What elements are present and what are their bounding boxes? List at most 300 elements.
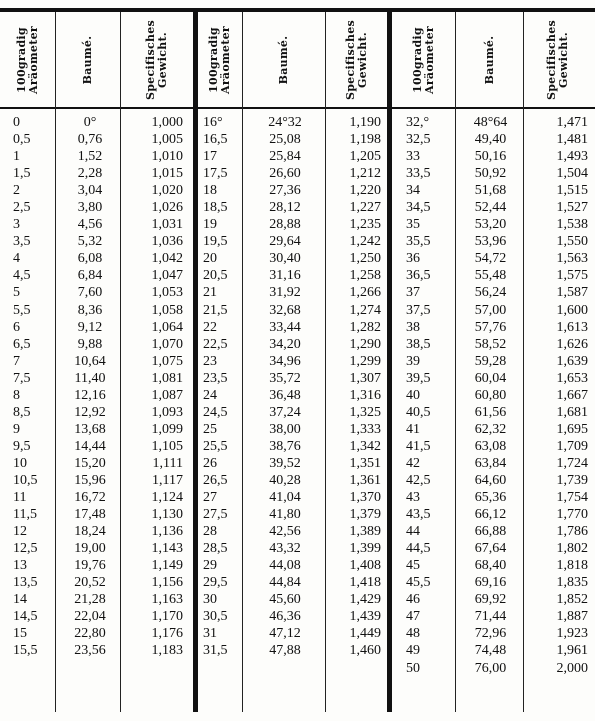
header-spec-3 bbox=[524, 14, 592, 106]
table-cell: 5 bbox=[13, 285, 20, 301]
table-cell: 1,786 bbox=[556, 524, 588, 540]
table-cell: 28 bbox=[203, 524, 217, 540]
table-cell: 57,00 bbox=[474, 302, 507, 318]
table-cell: 13,5 bbox=[13, 575, 38, 591]
table-cell: 33 bbox=[406, 149, 420, 165]
table-cell: 32,68 bbox=[269, 302, 301, 318]
table-cell: 32,° bbox=[406, 115, 430, 130]
table-cell: 1,961 bbox=[556, 643, 588, 659]
table-cell: 46,36 bbox=[269, 609, 301, 625]
table-cell: 23,5 bbox=[203, 370, 228, 386]
table-cell: 31,92 bbox=[269, 285, 301, 301]
table-cell: 7 bbox=[13, 353, 20, 369]
table-cell: 22,80 bbox=[74, 626, 106, 642]
table-cell: 1,653 bbox=[556, 370, 588, 386]
table-cell: 44,08 bbox=[269, 558, 301, 574]
column-rule bbox=[455, 12, 456, 712]
table-cell: 40 bbox=[406, 387, 420, 403]
table-cell: 37,24 bbox=[269, 404, 301, 420]
table-cell: 9,88 bbox=[77, 336, 103, 352]
table-cell: 1,105 bbox=[151, 438, 183, 454]
table-cell: 16° bbox=[203, 115, 223, 130]
table-cell: 15,20 bbox=[74, 455, 106, 471]
table-cell: 16,5 bbox=[203, 132, 228, 148]
table-cell: 28,5 bbox=[203, 541, 228, 557]
table-cell: 1,626 bbox=[556, 336, 588, 352]
table-cell: 1,613 bbox=[556, 319, 588, 335]
table-cell: 1,250 bbox=[349, 251, 381, 267]
table-cell: 48 bbox=[406, 626, 420, 642]
header-label: Baumé. bbox=[277, 35, 290, 85]
baume-column-1 bbox=[60, 114, 120, 660]
table-cell: 60,80 bbox=[474, 387, 507, 403]
table-cell: 26,60 bbox=[269, 166, 301, 182]
table-cell: 1,087 bbox=[151, 387, 183, 403]
table-cell: 3,80 bbox=[77, 200, 103, 216]
table-cell: 40,5 bbox=[406, 404, 431, 420]
table-cell: 38,76 bbox=[269, 438, 301, 454]
table-cell: 41 bbox=[406, 421, 420, 437]
table-cell: 15,96 bbox=[74, 472, 106, 488]
table-cell: 12 bbox=[13, 524, 27, 540]
table-cell: 1,418 bbox=[349, 575, 381, 591]
table-cell: 31,16 bbox=[269, 268, 301, 284]
table-cell: 19 bbox=[203, 217, 217, 233]
table-cell: 39,52 bbox=[269, 455, 301, 471]
table-cell: 1,399 bbox=[349, 541, 381, 557]
table-cell: 25,08 bbox=[269, 132, 301, 148]
table-cell: 2,5 bbox=[13, 200, 31, 216]
table-cell: 1,205 bbox=[349, 149, 381, 165]
table-cell: 45 bbox=[406, 558, 420, 574]
table-cell: 3 bbox=[13, 217, 20, 233]
header-label: Specifisches Gewicht. bbox=[144, 19, 169, 101]
table-cell: 50,16 bbox=[474, 149, 507, 165]
table-cell: 17,5 bbox=[203, 166, 228, 182]
table-cell: 1,695 bbox=[556, 421, 588, 437]
table-cell: 10,5 bbox=[13, 472, 38, 488]
table-cell: 0 bbox=[13, 115, 20, 130]
table-cell: 51,68 bbox=[474, 183, 507, 199]
table-cell: 47,88 bbox=[269, 643, 301, 659]
table-cell: 1,075 bbox=[151, 353, 183, 369]
table-cell: 66,88 bbox=[474, 524, 507, 540]
table-cell: 14 bbox=[13, 592, 27, 608]
table-cell: 1,143 bbox=[151, 541, 183, 557]
table-cell: 1,242 bbox=[349, 234, 381, 250]
table-cell: 20,52 bbox=[74, 575, 106, 591]
table-cell: 15 bbox=[13, 626, 27, 642]
table-cell: 47 bbox=[406, 609, 420, 625]
baume-column-2 bbox=[245, 114, 325, 660]
table-cell: 34,96 bbox=[269, 353, 301, 369]
table-cell: 35 bbox=[406, 217, 420, 233]
table-cell: 65,36 bbox=[474, 490, 507, 506]
table-cell: 2 bbox=[13, 183, 20, 199]
table-cell: 36 bbox=[406, 251, 420, 267]
table-cell: 1,550 bbox=[556, 234, 588, 250]
table-cell: 1,724 bbox=[556, 455, 588, 471]
table-cell: 44,84 bbox=[269, 575, 301, 591]
table-cell: 29 bbox=[203, 558, 217, 574]
table-cell: 14,5 bbox=[13, 609, 38, 625]
table-cell: 1,227 bbox=[349, 200, 381, 216]
table-cell: 42 bbox=[406, 455, 420, 471]
table-cell: 27,5 bbox=[203, 507, 228, 523]
table-cell: 19,5 bbox=[203, 234, 228, 250]
table-cell: 1,835 bbox=[556, 575, 588, 591]
table-cell: 35,5 bbox=[406, 234, 431, 250]
table-cell: 38,5 bbox=[406, 336, 431, 352]
table-cell: 1,183 bbox=[151, 643, 183, 659]
table-cell: 12,5 bbox=[13, 541, 38, 557]
table-cell: 22,04 bbox=[74, 609, 106, 625]
table-cell: 1,471 bbox=[556, 115, 588, 130]
table-cell: 25,5 bbox=[203, 438, 228, 454]
table-cell: 39,5 bbox=[406, 370, 431, 386]
table-cell: 1,351 bbox=[349, 455, 381, 471]
table-cell: 1,136 bbox=[151, 524, 183, 540]
table-cell: 37,5 bbox=[406, 302, 431, 318]
table-cell: 22,5 bbox=[203, 336, 228, 352]
table-cell: 1,290 bbox=[349, 336, 381, 352]
table-cell: 27,36 bbox=[269, 183, 301, 199]
table-cell: 1,053 bbox=[151, 285, 183, 301]
header-rule bbox=[0, 107, 595, 109]
table-cell: 0,5 bbox=[13, 132, 31, 148]
table-cell: 56,24 bbox=[474, 285, 507, 301]
table-cell: 1,047 bbox=[151, 268, 183, 284]
table-cell: 4 bbox=[13, 251, 20, 267]
table-cell: 58,52 bbox=[474, 336, 507, 352]
table-cell: 15,5 bbox=[13, 643, 38, 659]
table-cell: 43 bbox=[406, 490, 420, 506]
table-cell: 13,68 bbox=[74, 421, 106, 437]
header-label: Baumé. bbox=[482, 35, 496, 85]
table-cell: 52,44 bbox=[474, 200, 507, 216]
table-cell: 1,527 bbox=[556, 200, 588, 216]
table-cell: 1,235 bbox=[349, 217, 381, 233]
table-cell: 17,48 bbox=[74, 507, 106, 523]
table-cell: 1,538 bbox=[556, 217, 588, 233]
table-cell: 59,28 bbox=[474, 353, 507, 369]
table-cell: 19,00 bbox=[74, 541, 106, 557]
araometer-column-3 bbox=[406, 114, 455, 677]
header-baume-2 bbox=[243, 14, 325, 106]
table-cell: 1,333 bbox=[349, 421, 381, 437]
table-cell: 22 bbox=[203, 319, 217, 335]
table-cell: 24°32 bbox=[268, 115, 302, 130]
table-cell: 47,12 bbox=[269, 626, 301, 642]
table-cell: 49,40 bbox=[474, 132, 507, 148]
table-cell: 1,299 bbox=[349, 353, 381, 369]
table-cell: 1,274 bbox=[349, 302, 381, 318]
table-cell: 66,12 bbox=[474, 507, 507, 523]
table-cell: 1,316 bbox=[349, 387, 381, 403]
table-cell: 48°64 bbox=[473, 115, 508, 130]
table-cell: 25 bbox=[203, 421, 217, 437]
spec-weight-column-1 bbox=[121, 114, 183, 660]
table-cell: 74,48 bbox=[474, 643, 507, 659]
table-cell: 50 bbox=[406, 660, 420, 676]
baume-column-3 bbox=[458, 114, 523, 677]
table-cell: 1,709 bbox=[556, 438, 588, 454]
table-cell: 1,020 bbox=[151, 183, 183, 199]
table-cell: 20 bbox=[203, 251, 217, 267]
table-cell: 27 bbox=[203, 490, 217, 506]
table-cell: 1,081 bbox=[151, 370, 183, 386]
table-cell: 54,72 bbox=[474, 251, 507, 267]
table-cell: 63,84 bbox=[474, 455, 507, 471]
table-cell: 40,28 bbox=[269, 472, 301, 488]
table-cell: 69,16 bbox=[474, 575, 507, 591]
table-cell: 33,44 bbox=[269, 319, 301, 335]
table-cell: 1,266 bbox=[349, 285, 381, 301]
table-cell: 5,5 bbox=[13, 302, 31, 318]
table-cell: 10 bbox=[13, 455, 27, 471]
spec-weight-column-2 bbox=[326, 114, 381, 660]
araometer-column-2 bbox=[203, 114, 242, 660]
table-cell: 1,124 bbox=[151, 490, 183, 506]
table-cell: 53,96 bbox=[474, 234, 507, 250]
table-cell: 42,5 bbox=[406, 472, 431, 488]
table-cell: 41,5 bbox=[406, 438, 431, 454]
table-cell: 30 bbox=[203, 592, 217, 608]
table-cell: 1,099 bbox=[151, 421, 183, 437]
table-cell: 1,325 bbox=[349, 404, 381, 420]
table-cell: 1,111 bbox=[152, 455, 183, 471]
table-cell: 26 bbox=[203, 455, 217, 471]
column-rule bbox=[242, 12, 243, 712]
table-cell: 45,60 bbox=[269, 592, 301, 608]
table-cell: 1,639 bbox=[556, 353, 588, 369]
table-cell: 18,5 bbox=[203, 200, 228, 216]
table-cell: 1,130 bbox=[151, 507, 183, 523]
table-cell: 62,32 bbox=[474, 421, 507, 437]
table-cell: 28,88 bbox=[269, 217, 301, 233]
table-cell: 1,190 bbox=[349, 115, 381, 130]
table-cell: 6,5 bbox=[13, 336, 31, 352]
table-cell: 36,5 bbox=[406, 268, 431, 284]
table-cell: 1,379 bbox=[349, 507, 381, 523]
table-cell: 1,042 bbox=[151, 251, 183, 267]
table-cell: 67,64 bbox=[474, 541, 507, 557]
table-cell: 1,852 bbox=[556, 592, 588, 608]
table-cell: 1,563 bbox=[556, 251, 588, 267]
table-cell: 1,449 bbox=[349, 626, 381, 642]
table-cell: 43,5 bbox=[406, 507, 431, 523]
table-cell: 1,000 bbox=[151, 115, 183, 130]
table-cell: 0° bbox=[83, 115, 97, 130]
table-cell: 1,754 bbox=[556, 490, 588, 506]
table-cell: 26,5 bbox=[203, 472, 228, 488]
table-cell: 1,070 bbox=[151, 336, 183, 352]
table-cell: 1,408 bbox=[349, 558, 381, 574]
table-cell: 23,56 bbox=[74, 643, 106, 659]
table-cell: 2,000 bbox=[556, 660, 588, 676]
table-cell: 8 bbox=[13, 387, 20, 403]
table-cell: 1,481 bbox=[556, 132, 588, 148]
table-cell: 64,60 bbox=[474, 472, 507, 488]
table-cell: 33,5 bbox=[406, 166, 431, 182]
table-cell: 1,600 bbox=[556, 302, 588, 318]
header-label: 100gradig Aräometer bbox=[207, 25, 232, 95]
table-cell: 42,56 bbox=[269, 524, 301, 540]
table-cell: 1,117 bbox=[152, 472, 183, 488]
table-cell: 32,5 bbox=[406, 132, 431, 148]
table-cell: 4,56 bbox=[77, 217, 103, 233]
table-cell: 6,08 bbox=[77, 251, 103, 267]
table-cell: 1,923 bbox=[556, 626, 588, 642]
table-cell: 45,5 bbox=[406, 575, 431, 591]
table-cell: 1,770 bbox=[556, 507, 588, 523]
table-cell: 50,92 bbox=[474, 166, 507, 182]
table-cell: 11,40 bbox=[74, 370, 106, 386]
table-cell: 1,681 bbox=[556, 404, 588, 420]
table-cell: 1,156 bbox=[151, 575, 183, 591]
header-label: 100gradig Aräometer bbox=[14, 25, 40, 95]
table-cell: 28,12 bbox=[269, 200, 301, 216]
table-cell: 8,36 bbox=[77, 302, 103, 318]
table-cell: 1,460 bbox=[349, 643, 381, 659]
table-cell: 11,5 bbox=[13, 507, 37, 523]
table-cell: 17 bbox=[203, 149, 217, 165]
table-cell: 3,04 bbox=[77, 183, 103, 199]
table-cell: 12,92 bbox=[74, 404, 106, 420]
table-cell: 1,342 bbox=[349, 438, 381, 454]
table-cell: 31,5 bbox=[203, 643, 228, 659]
table-cell: 53,20 bbox=[474, 217, 507, 233]
header-spec-2 bbox=[326, 14, 387, 106]
table-cell: 12,16 bbox=[74, 387, 106, 403]
table-cell: 1,587 bbox=[556, 285, 588, 301]
table-cell: 1,220 bbox=[349, 183, 381, 199]
table-cell: 1,198 bbox=[349, 132, 381, 148]
table-cell: 1,005 bbox=[151, 132, 183, 148]
table-cell: 11 bbox=[13, 490, 27, 506]
table-cell: 36,48 bbox=[269, 387, 301, 403]
table-cell: 1,258 bbox=[349, 268, 381, 284]
table-cell: 30,40 bbox=[269, 251, 301, 267]
table-cell: 1,575 bbox=[556, 268, 588, 284]
table-cell: 1,058 bbox=[151, 302, 183, 318]
table-cell: 1,036 bbox=[151, 234, 183, 250]
table-cell: 1,370 bbox=[349, 490, 381, 506]
table-cell: 63,08 bbox=[474, 438, 507, 454]
table-cell: 24,5 bbox=[203, 404, 228, 420]
table-cell: 6,84 bbox=[77, 268, 103, 284]
table-cell: 1,739 bbox=[556, 472, 588, 488]
table-cell: 19,76 bbox=[74, 558, 106, 574]
table-cell: 1,361 bbox=[349, 472, 381, 488]
header-spec-1 bbox=[121, 14, 193, 106]
header-araometer-2 bbox=[198, 14, 242, 106]
table-cell: 1,010 bbox=[151, 149, 183, 165]
table-cell: 60,04 bbox=[474, 370, 507, 386]
table-cell: 55,48 bbox=[474, 268, 507, 284]
table-cell: 41,80 bbox=[269, 507, 301, 523]
table-cell: 76,00 bbox=[474, 660, 507, 676]
header-araometer-3 bbox=[392, 14, 455, 106]
table-cell: 1,818 bbox=[556, 558, 588, 574]
table-cell: 8,5 bbox=[13, 404, 31, 420]
table-cell: 39 bbox=[406, 353, 420, 369]
table-cell: 5,32 bbox=[77, 234, 103, 250]
table-cell: 9,12 bbox=[77, 319, 103, 335]
table-cell: 20,5 bbox=[203, 268, 228, 284]
table-cell: 34 bbox=[406, 183, 420, 199]
table-cell: 43,32 bbox=[269, 541, 301, 557]
table-cell: 1,307 bbox=[349, 370, 381, 386]
table-cell: 23 bbox=[203, 353, 217, 369]
table-cell: 49 bbox=[406, 643, 420, 659]
table-cell: 29,5 bbox=[203, 575, 228, 591]
table-cell: 13 bbox=[13, 558, 27, 574]
table-cell: 18 bbox=[203, 183, 217, 199]
table-cell: 1,52 bbox=[77, 149, 103, 165]
table-cell: 2,28 bbox=[77, 166, 103, 182]
table-cell: 24 bbox=[203, 387, 217, 403]
table-cell: 1,031 bbox=[151, 217, 183, 233]
table-cell: 1,515 bbox=[556, 183, 588, 199]
table-cell: 72,96 bbox=[474, 626, 507, 642]
table-cell: 1,026 bbox=[151, 200, 183, 216]
table-cell: 44,5 bbox=[406, 541, 431, 557]
header-label: Baumé. bbox=[81, 35, 94, 85]
table-cell: 4,5 bbox=[13, 268, 31, 284]
table-cell: 38,00 bbox=[269, 421, 301, 437]
table-cell: 6 bbox=[13, 319, 20, 335]
table-cell: 34,20 bbox=[269, 336, 301, 352]
table-cell: 21,5 bbox=[203, 302, 228, 318]
table-cell: 1,015 bbox=[151, 166, 183, 182]
table-cell: 1,212 bbox=[349, 166, 381, 182]
column-rule bbox=[55, 12, 56, 712]
table-cell: 37 bbox=[406, 285, 420, 301]
header-label: Specifisches Gewicht. bbox=[343, 19, 369, 101]
table-cell: 34,5 bbox=[406, 200, 431, 216]
table-cell: 16,72 bbox=[74, 490, 106, 506]
table-cell: 1,504 bbox=[556, 166, 588, 182]
table-cell: 1,429 bbox=[349, 592, 381, 608]
table-cell: 1,093 bbox=[151, 404, 183, 420]
table-cell: 7,5 bbox=[13, 370, 31, 386]
table-cell: 18,24 bbox=[74, 524, 106, 540]
table-cell: 29,64 bbox=[269, 234, 301, 250]
table-cell: 1,176 bbox=[151, 626, 183, 642]
table-cell: 1,163 bbox=[151, 592, 183, 608]
table-cell: 7,60 bbox=[77, 285, 103, 301]
group-rule bbox=[193, 12, 198, 712]
table-cell: 21 bbox=[203, 285, 217, 301]
table-cell: 1,802 bbox=[556, 541, 588, 557]
table-cell: 68,40 bbox=[474, 558, 507, 574]
table-cell: 1 bbox=[13, 149, 20, 165]
table-cell: 57,76 bbox=[474, 319, 507, 335]
table-cell: 9,5 bbox=[13, 438, 31, 454]
table-cell: 1,064 bbox=[151, 319, 183, 335]
table-cell: 38 bbox=[406, 319, 420, 335]
table-cell: 44 bbox=[406, 524, 420, 540]
table-cell: 1,149 bbox=[151, 558, 183, 574]
table-cell: 9 bbox=[13, 421, 20, 437]
table-cell: 61,56 bbox=[474, 404, 507, 420]
table-cell: 25,84 bbox=[269, 149, 301, 165]
table-cell: 35,72 bbox=[269, 370, 301, 386]
table-cell: 1,667 bbox=[556, 387, 588, 403]
araometer-column-1 bbox=[13, 114, 55, 660]
top-rule bbox=[0, 8, 595, 12]
